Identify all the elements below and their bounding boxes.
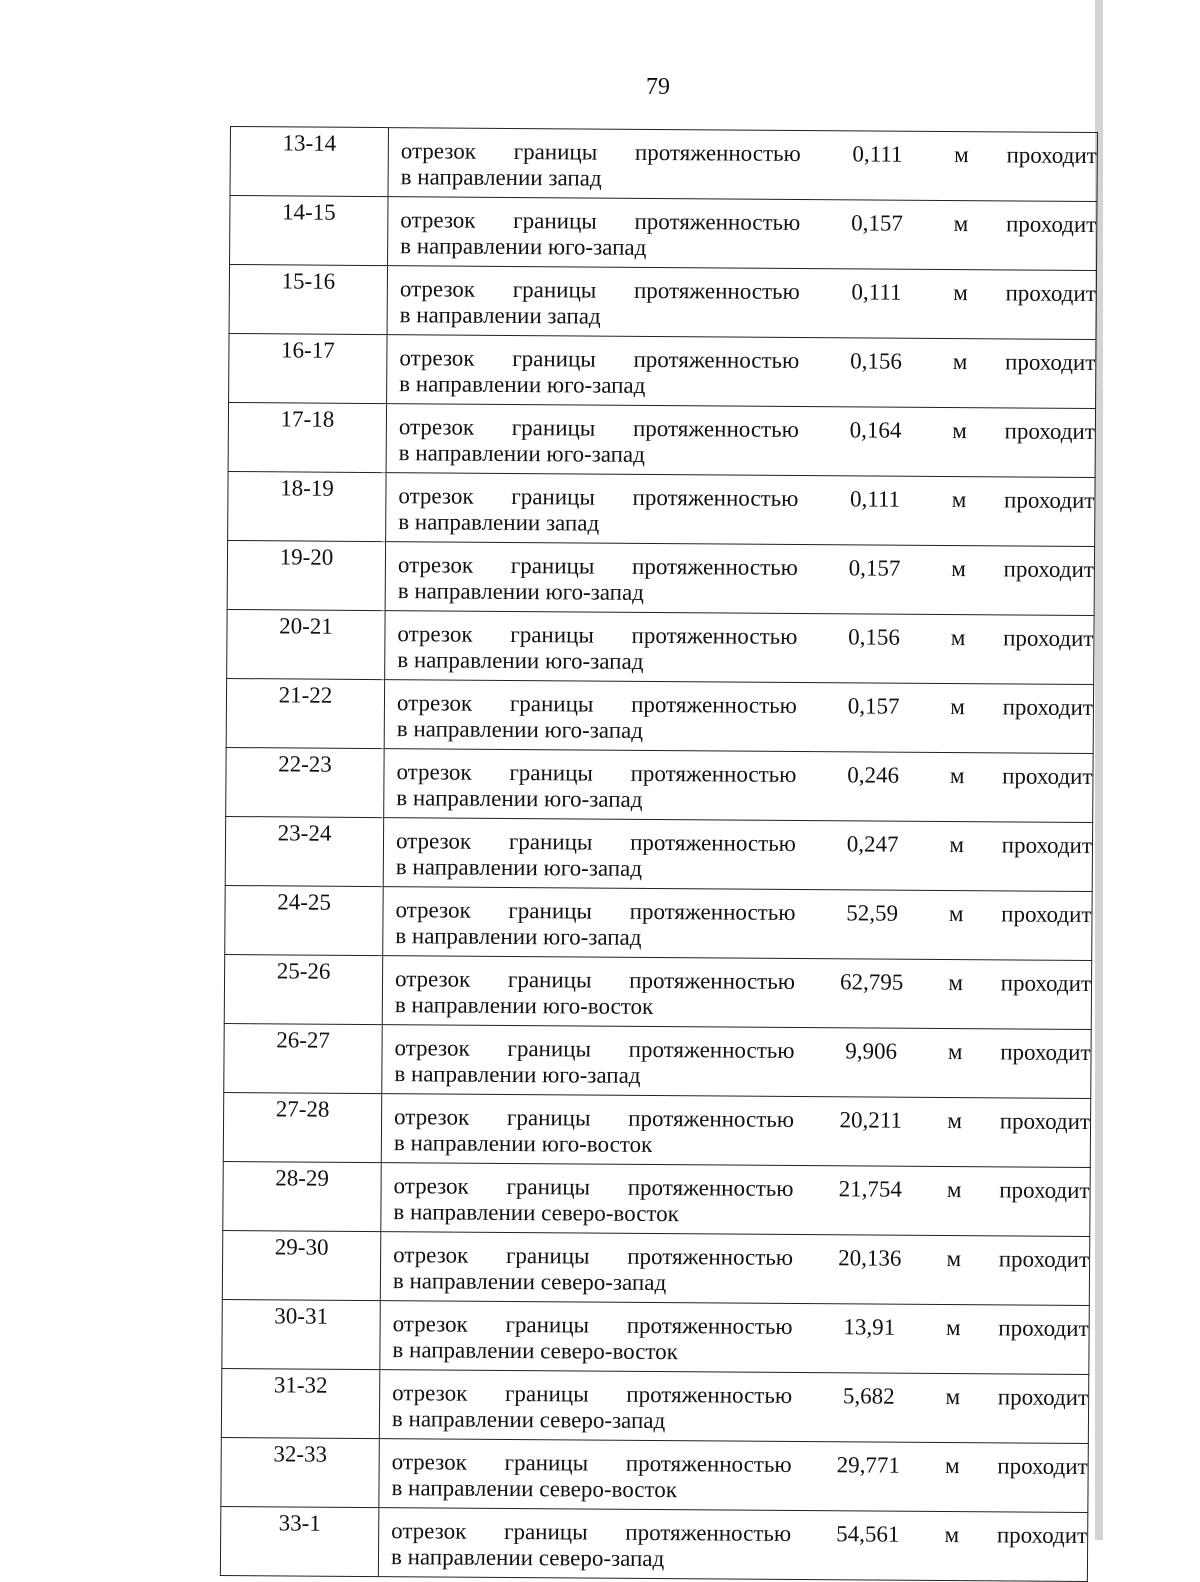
word-boundary: границы (505, 1242, 590, 1269)
direction-text: в направлении северо-запад (392, 1268, 667, 1296)
direction-text: в направлении юго-запад (400, 233, 647, 260)
word-boundary: границы (509, 759, 594, 786)
length-value: 20,136 (838, 1245, 902, 1271)
unit-label: м (946, 1246, 962, 1272)
word-length: протяженностью (628, 1105, 795, 1132)
segment-id: 14-15 (230, 196, 388, 266)
direction-text: в направлении юго-запад (396, 716, 644, 743)
segment-id: 30-31 (222, 1299, 380, 1369)
segment-id: 23-24 (225, 816, 383, 886)
table-row (225, 885, 1092, 960)
word-length: протяженностью (632, 553, 798, 580)
word-length: протяженностью (627, 1174, 794, 1201)
length-value: 0,157 (851, 210, 903, 236)
table-row (227, 540, 1094, 615)
word-segment: отрезок (392, 1380, 468, 1406)
word-segment: отрезок (393, 1242, 469, 1268)
word-passes: проходит (997, 1453, 1088, 1480)
word-length: протяженностью (631, 691, 797, 718)
word-segment: отрезок (397, 621, 473, 647)
unit-label: м (947, 1108, 963, 1134)
length-value: 0,246 (847, 762, 900, 788)
word-length: протяженностью (630, 829, 797, 856)
word-length: протяженностью (630, 760, 797, 787)
word-passes: проходит (999, 1108, 1091, 1135)
word-length: протяженностью (626, 1312, 793, 1339)
table-row (223, 1092, 1090, 1167)
segment-description (384, 680, 1093, 754)
direction-text: в направлении юго-запад (395, 923, 642, 950)
segment-id: 15-16 (229, 265, 387, 335)
segment-id: 33-1 (220, 1506, 378, 1576)
word-length: протяженностью (626, 1381, 793, 1408)
word-segment: отрезок (395, 897, 471, 923)
word-passes: проходит (1001, 832, 1093, 859)
segment-id: 31-32 (221, 1368, 379, 1438)
word-length: протяженностью (634, 139, 801, 166)
length-value: 20,211 (839, 1107, 903, 1133)
word-length: протяженностью (633, 277, 800, 304)
segment-id: 28-29 (223, 1161, 381, 1231)
word-boundary: границы (505, 1311, 590, 1338)
direction-text: в направлении северо-запад (390, 1544, 665, 1572)
table-body (220, 127, 1097, 1582)
word-segment: отрезок (394, 1035, 470, 1061)
word-boundary: границы (503, 1518, 588, 1545)
unit-label: м (952, 418, 967, 444)
word-boundary: границы (512, 345, 596, 372)
word-boundary: границы (507, 966, 592, 993)
word-segment: отрезок (394, 1104, 470, 1130)
length-value: 0,111 (851, 279, 902, 305)
length-value: 0,111 (852, 141, 903, 167)
unit-label: м (951, 487, 967, 513)
word-passes: проходит (1004, 349, 1096, 376)
unit-label: м (946, 1177, 962, 1203)
unit-label: м (949, 832, 965, 858)
length-value: 54,561 (836, 1521, 900, 1547)
unit-label: м (953, 211, 969, 237)
unit-label: м (953, 280, 968, 306)
word-segment: отрезок (400, 207, 476, 233)
word-passes: проходит (999, 1177, 1090, 1204)
word-length: протяженностью (628, 1036, 795, 1063)
direction-text: в направлении юго-запад (394, 1061, 641, 1088)
segment-id: 29-30 (222, 1230, 380, 1300)
word-passes: проходит (998, 1315, 1089, 1342)
boundary-segments-table (220, 126, 1098, 1582)
unit-label: м (947, 1039, 963, 1065)
direction-text: в направлении юго-запад (397, 578, 645, 605)
word-boundary: границы (511, 483, 595, 510)
segment-description (382, 956, 1091, 1030)
segment-id: 21-22 (226, 678, 384, 748)
word-segment: отрезок (399, 345, 475, 371)
length-value: 0,111 (849, 486, 901, 512)
segment-description (386, 473, 1095, 547)
word-segment: отрезок (400, 138, 477, 164)
table-row (227, 609, 1094, 684)
direction-text: в направлении юго-запад (395, 854, 643, 881)
segment-id: 27-28 (223, 1092, 381, 1162)
unit-label: м (944, 1522, 960, 1548)
segment-description (388, 197, 1097, 271)
direction-text: в направлении северо-восток (393, 1199, 679, 1227)
word-passes: проходит (997, 1384, 1089, 1411)
direction-text: в направлении запад (400, 164, 602, 191)
length-value: 21,754 (838, 1176, 902, 1202)
word-length: протяженностью (631, 622, 798, 649)
word-segment: отрезок (391, 1449, 467, 1475)
word-length: протяженностью (632, 415, 799, 442)
table-row (225, 816, 1092, 891)
segment-description (380, 1232, 1089, 1306)
unit-label: м (948, 970, 964, 996)
segment-description (385, 611, 1094, 685)
word-passes: проходит (1001, 901, 1092, 928)
table-row (230, 196, 1097, 271)
word-segment: отрезок (395, 828, 472, 854)
word-boundary: границы (507, 1035, 592, 1062)
unit-label: м (948, 901, 964, 927)
length-value: 13,91 (843, 1314, 896, 1340)
word-passes: проходит (1000, 1039, 1091, 1066)
direction-text: в направлении юго-запад (397, 647, 644, 674)
word-passes: проходит (998, 1246, 1090, 1273)
word-segment: отрезок (393, 1173, 469, 1199)
length-value: 52,59 (846, 900, 899, 926)
unit-label: м (950, 625, 966, 651)
length-value: 0,156 (848, 624, 901, 650)
word-boundary: границы (504, 1449, 589, 1476)
word-segment: отрезок (397, 552, 474, 578)
length-value: 9,906 (845, 1038, 898, 1064)
word-boundary: границы (506, 1173, 591, 1200)
unit-label: м (945, 1315, 961, 1341)
segment-id: 22-23 (226, 747, 384, 817)
direction-text: в направлении запад (399, 302, 601, 329)
word-boundary: границы (513, 138, 598, 165)
word-passes: проходит (1002, 763, 1093, 790)
table-row (228, 471, 1095, 546)
segment-description (386, 404, 1095, 478)
length-value: 0,164 (849, 417, 902, 443)
unit-label: м (952, 349, 968, 375)
direction-text: в направлении северо-восток (392, 1337, 679, 1365)
word-passes: проходит (1003, 556, 1094, 583)
word-boundary: границы (508, 828, 593, 855)
word-passes: проходит (1004, 418, 1095, 445)
segment-description (383, 818, 1092, 892)
page-number: 79 (646, 74, 670, 100)
word-passes: проходит (1002, 694, 1094, 721)
word-boundary: границы (508, 897, 593, 924)
table-row (230, 127, 1097, 202)
length-value: 0,157 (848, 555, 901, 581)
word-length: протяженностью (629, 967, 796, 994)
word-boundary: границы (510, 552, 595, 579)
word-boundary: границы (509, 690, 594, 717)
table-row (226, 678, 1093, 753)
length-value: 0,247 (846, 831, 899, 857)
segment-id: 32-33 (221, 1437, 379, 1507)
word-boundary: границы (513, 207, 597, 234)
table-row (222, 1230, 1089, 1305)
direction-text: в направлении юго-восток (394, 992, 654, 1019)
table-row (224, 954, 1091, 1029)
word-passes: проходит (1004, 487, 1095, 514)
word-length: протяженностью (634, 208, 801, 235)
segment-id: 18-19 (228, 471, 386, 541)
segment-description (383, 887, 1092, 961)
segment-description (379, 1439, 1088, 1513)
table-row (223, 1161, 1090, 1236)
segment-description (379, 1370, 1088, 1444)
length-value: 5,682 (842, 1383, 895, 1409)
table-row (229, 265, 1096, 340)
word-length: протяженностью (629, 898, 796, 925)
segment-description (384, 749, 1093, 823)
word-passes: проходит (1005, 280, 1096, 307)
table-row (222, 1299, 1089, 1374)
direction-text: в направлении юго-запад (396, 785, 643, 812)
segment-description (381, 1094, 1090, 1168)
length-value: 62,795 (839, 969, 904, 995)
word-passes: проходит (1005, 211, 1097, 238)
word-segment: отрезок (398, 414, 475, 440)
segment-description (388, 128, 1097, 202)
segment-id: 20-21 (227, 609, 385, 679)
word-length: протяженностью (627, 1243, 794, 1270)
word-passes: проходит (1006, 142, 1097, 169)
segment-id: 13-14 (230, 127, 388, 197)
segment-id: 19-20 (227, 540, 385, 610)
direction-text: в направлении юго-запад (399, 371, 646, 398)
word-boundary: границы (510, 621, 594, 648)
table-row (224, 1023, 1091, 1098)
word-boundary: границы (512, 276, 597, 303)
segment-description (378, 1508, 1087, 1582)
word-segment: отрезок (398, 483, 474, 509)
table-row (226, 747, 1093, 822)
word-passes: проходит (996, 1522, 1088, 1549)
word-segment: отрезок (399, 276, 476, 302)
direction-text: в направлении юго-запад (398, 440, 645, 467)
unit-label: м (950, 694, 966, 720)
word-passes: проходит (1003, 625, 1094, 652)
table-row (229, 333, 1096, 408)
word-segment: отрезок (394, 966, 471, 992)
word-segment: отрезок (392, 1311, 468, 1337)
table-row (228, 402, 1095, 477)
segment-description (382, 1025, 1091, 1099)
unit-label: м (944, 1453, 960, 1479)
segment-id: 25-26 (224, 954, 382, 1024)
direction-text: в направлении северо-запад (391, 1406, 666, 1434)
segment-id: 26-27 (224, 1023, 382, 1093)
word-length: протяженностью (625, 1519, 792, 1546)
length-value: 0,156 (850, 348, 902, 374)
word-length: протяженностью (625, 1450, 792, 1477)
word-boundary: границы (506, 1104, 591, 1131)
word-length: протяженностью (632, 484, 799, 511)
direction-text: в направлении юго-восток (393, 1130, 653, 1157)
word-boundary: границы (511, 414, 596, 441)
length-value: 29,771 (836, 1452, 901, 1478)
word-segment: отрезок (396, 690, 473, 716)
word-passes: проходит (1000, 970, 1092, 997)
segment-id: 16-17 (229, 333, 387, 403)
table-row (221, 1437, 1088, 1512)
table-row (221, 1368, 1088, 1443)
direction-text: в направлении запад (398, 509, 600, 536)
segment-description (385, 542, 1094, 616)
word-segment: отрезок (391, 1518, 467, 1544)
segment-id: 24-25 (225, 885, 383, 955)
table-row (220, 1506, 1087, 1581)
unit-label: м (945, 1384, 961, 1410)
segment-description (387, 266, 1096, 340)
direction-text: в направлении северо-восток (391, 1475, 678, 1503)
length-value: 0,157 (847, 693, 900, 719)
segment-description (387, 335, 1096, 409)
unit-label: м (951, 556, 966, 582)
segment-description (381, 1163, 1090, 1237)
word-segment: отрезок (396, 759, 472, 785)
unit-label: м (954, 142, 969, 168)
segment-id: 17-18 (228, 402, 386, 472)
word-boundary: границы (504, 1380, 589, 1407)
segment-description (380, 1301, 1089, 1375)
unit-label: м (949, 763, 965, 789)
word-length: протяженностью (633, 346, 800, 373)
